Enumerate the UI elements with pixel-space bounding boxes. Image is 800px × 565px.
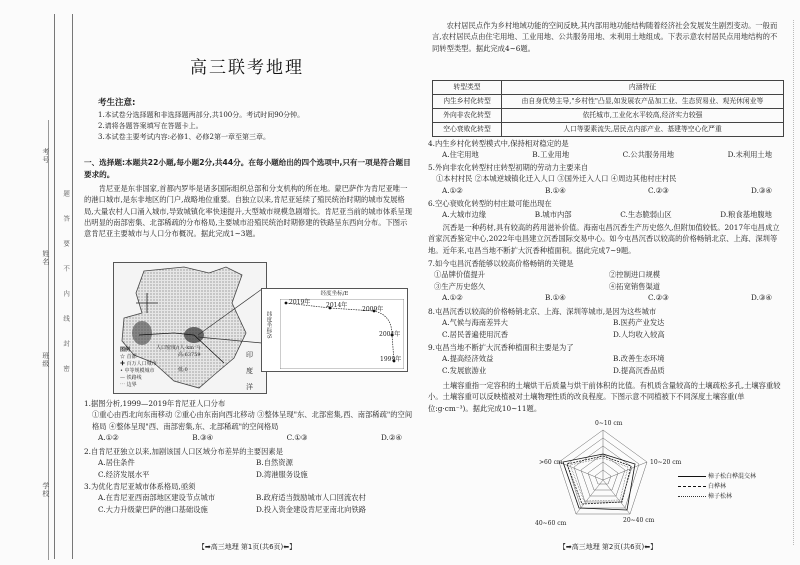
- option-b: B.城市内部: [534, 210, 572, 220]
- exam-number-label: 考号: [41, 148, 50, 164]
- option-d: D.提高沉香品质: [613, 365, 665, 375]
- notice-item: 1.本试卷分选择题和非选择题两部分,共100分。考试时间90分钟。: [98, 111, 305, 120]
- option-c: C.生态脆弱山区: [620, 210, 672, 220]
- option-b: B.自然资源: [256, 458, 293, 468]
- passage-4-6: 农村居民点作为乡村地域功能的空间反映,其内部用地功能结构随着经济社会发展发生剧烈变动。一般而言,农村居民点由住宅用地、工业用地、公共服务用地、未利用土地组成。下表示意农村居民点用地结构的不同转型类型。据此完成4~6题。: [432, 21, 778, 53]
- density-legend: 人口密度/(人·km⁻²) 高:63759 低:0: [156, 345, 201, 373]
- axis-label: 40~60 cm: [535, 520, 567, 527]
- question-9: 9.屯昌当地不断扩大沉香种植面积主要是为了 A.提高经济效益 B.改善生态环境 C.发展旅游业 D.提高沉香品质: [428, 342, 784, 376]
- notice-title: 考生注意:: [98, 98, 136, 108]
- soil-bulk-density-radar-chart: [483, 422, 783, 532]
- question-2: 2.自肯尼亚独立以来,加剧该国人口区域分布差异的主要因素是 A.居住条件 B.自然资源 C.经济发展水平 D.湾港服务设施: [84, 446, 414, 480]
- question-7: 7.如今屯昌沉香能够以较高价格畅销的关键是 ①品牌价值提升 ②控制进口规模 ③生产历史悠久 ④拓宽销售渠道 A.①② B.①④ C.②③ D.③④: [428, 258, 784, 303]
- table-header: 转型类型: [433, 81, 502, 95]
- question-1: 1.据图分析,1999—2019年肯尼亚人口分布 ①重心由西北向东南移动 ②重心由东南向西北移动 ③整体呈现"东、北部密集,西、南部稀疏"的空间格局 ④整体呈现"西、南部密集,东、北部稀疏"的空间格局 A.①② B.③④ C.①③ D.②④: [84, 399, 413, 442]
- option-d: D.粮食基地腹地: [720, 210, 772, 220]
- inset-x-axis-title: 经度坐标/E: [320, 291, 349, 297]
- option-d: D.未利用土地: [727, 150, 772, 160]
- radar-legend: [678, 472, 756, 503]
- option-a: A.①②: [98, 432, 119, 442]
- ocean-label: 洋: [246, 383, 253, 391]
- option-a: A.气候与海南差异大: [442, 318, 508, 328]
- option-c: C.①③: [286, 432, 308, 442]
- exam-page-2: [428, 0, 788, 565]
- passage-7-9: 沉香是一种药材,具有较高的药用滋补价值。海南屯昌沉香生产历史悠久,但附加值较低。2017年屯昌成立首家沉香鉴定中心,2022年屯昌建立沉香国际交易中心。如今屯昌沉香以较高的价格畅销北京、上海、深圳等地。近年来,屯昌当地不断扩大沉香种植面积。据此完成7~9题。: [428, 223, 780, 255]
- map-legend: 图例 ☆ 首都 ✚ 百万人口城市 • 中等规模城市 — 铁路线 ⋯ 边界: [120, 347, 157, 388]
- question-5: 5.外向非农化转型村庄转型初期的劳动力主要来自 ①本村村民 ②本城逆城镇化迁入人口 ③国外迁入人口 ④周边其他村庄村民 A.①② B.①④ C.②③ D.③④: [428, 163, 772, 195]
- option-b: B.改善生态环境: [613, 354, 665, 364]
- binding-rule: [72, 14, 73, 559]
- candidate-notice: [98, 97, 398, 143]
- question-3: 3.为优化肯尼亚城市体系格局,亟须 A.在肯尼亚西南部地区建设节点城市 B.政府适当鼓励城市人口回流农村 C.大力升级蒙巴萨的港口基础设施 D.投入资金建设肯尼亚南北向铁路: [84, 481, 414, 515]
- option-a: A.①②: [442, 292, 463, 302]
- passage-1-3: 肯尼亚是东非国家,首都内罗毕是诸多国际组织总部和分支机构的所在地。蒙巴萨作为肯尼亚唯一的港口城市,是东非地区的门户,战略地位重要。自独立以来,肯尼亚延续了殖民统治时期的城市发展格局,大量农村人口涌入城市,导致城镇化率快速提升,大型城市规模急剧增长。肯尼亚当前的城市体系呈现出明显的南部密集、北部稀疏的分布格局,主要城市沿殖民统治时期修建的铁路呈东西向分布。下图示意肯尼亚主要城市与人口分布概况。据此完成1~3题。: [84, 184, 413, 239]
- exam-title: 高三联考地理: [190, 58, 304, 78]
- point-label-1999: 1999年: [380, 356, 402, 363]
- option-a: A.在肯尼亚西南部地区建设节点城市: [98, 493, 216, 503]
- binding-rule: [54, 14, 55, 559]
- point-label-2019: 2019年: [289, 299, 311, 306]
- population-centroid-chart: [261, 288, 408, 372]
- page-footer: 【➡高三地理 第2页(共6页)⬅】: [558, 543, 658, 552]
- table-row: 内生乡村化转型 由自身优势主导,"乡村性"凸显,如发展农产品加工业、生态贸易业、观光休闲业等: [433, 95, 784, 109]
- option-a: A.居住条件: [98, 458, 135, 468]
- name-label: 姓名: [41, 250, 50, 266]
- statement: ①品牌价值提升: [434, 270, 486, 280]
- axis-label: 0~10 cm: [595, 420, 623, 427]
- point-label-2009: 2009年: [362, 306, 384, 313]
- page-edge: [792, 20, 794, 545]
- option-c: C.公共服务用地: [622, 150, 675, 160]
- question-4: 4.内生乡村化转型模式中,保持相对稳定的是 A.住宅用地 B.工业用地 C.公共服务用地 D.未利用土地: [428, 139, 772, 160]
- axis-label: 10~20 cm: [650, 459, 682, 466]
- exam-page-1: [78, 0, 416, 565]
- notice-item: 2.请将各题答案填写在答题卡上。: [98, 122, 203, 131]
- legend-item: 樟子松白桦混交林: [678, 472, 756, 482]
- option-d: D.③④: [750, 292, 772, 302]
- transformation-type-table: [432, 80, 784, 137]
- question-6: 6.空心衰败化转型的村庄最可能出现在 A.大城市边缘 B.城市内部 C.生态脆弱山区 D.粮食基地腹地: [428, 199, 772, 220]
- option-a: A.住宅用地: [442, 150, 479, 160]
- ocean-label: 度: [246, 367, 253, 375]
- option-c: C.②③: [647, 185, 669, 195]
- table-row: 外向非农化转型 依托城市,工业化水平较高,经济实力较强: [433, 109, 784, 123]
- option-c: C.②③: [647, 292, 669, 302]
- option-d: D.投入资金建设肯尼亚南北向铁路: [256, 504, 367, 514]
- statement: ④拓宽销售渠道: [609, 281, 661, 291]
- option-d: D.湾港服务设施: [256, 469, 308, 479]
- option-a: A.提高经济效益: [442, 354, 494, 364]
- statement: ③生产历史悠久: [434, 281, 486, 291]
- point-label-2014: 2014年: [326, 302, 348, 309]
- option-c: C.发展旅游业: [442, 365, 487, 375]
- option-b: B.③④: [192, 432, 214, 442]
- inset-connector-lines: [198, 285, 263, 345]
- school-label: 学校: [41, 482, 50, 498]
- notice-item: 3.本试卷主要考试内容:必修1、必修2第一章至第三章。: [98, 132, 270, 141]
- class-label: 班级: [41, 352, 50, 368]
- legend-item: 樟子松林: [678, 492, 756, 502]
- option-c: C.居民普遍使用沉香: [442, 329, 509, 339]
- point-label-2004: 2004年: [379, 331, 401, 338]
- legend-item: 白桦林: [678, 482, 756, 492]
- option-a: A.大城市边缘: [442, 210, 487, 220]
- page-footer: 【➡高三地理 第1页(共6页)⬅】: [197, 543, 297, 552]
- option-a: A.①②: [442, 185, 463, 195]
- option-d: D.②④: [380, 432, 402, 442]
- axis-label: >60 cm: [539, 459, 563, 466]
- option-c: C.经济发展水平: [98, 469, 150, 479]
- ocean-label: 印: [246, 351, 253, 359]
- option-b: B.医药产业发达: [613, 318, 665, 328]
- option-b: B.①④: [544, 185, 566, 195]
- inset-y-axis-title: 纬度坐标/S: [265, 311, 272, 339]
- option-b: B.①④: [544, 292, 566, 302]
- passage-10-11: 土壤容重指一定容积的土壤烘干后质量与烘干前体积的比值。有机质含量较高的土壤疏松多孔,土壤容重较小。土壤容重可以反映植被对土壤物理性质的改良程度。下图示意不同植被下不同深度土壤容重(单位:g·cm⁻³)。据此完成10~11题。: [428, 381, 781, 413]
- table-row: 空心衰败化转型 人口等要素流失,居民点内部产业、基建等空心化严重: [433, 123, 784, 137]
- axis-label: 20~40 cm: [623, 517, 655, 524]
- question-8: 8.屯昌沉香以较高的价格畅销北京、上海、深圳等城市,是因为这些城市 A.气候与海南差异大 B.医药产业发达 C.居民普遍使用沉香 D.人均收入较高: [428, 306, 784, 340]
- option-c: C.大力升级蒙巴萨的港口基础设施: [98, 504, 208, 514]
- statement: ②控制进口规模: [609, 270, 661, 280]
- table-header: 内涵特征: [502, 81, 784, 95]
- option-b: B.工业用地: [532, 150, 570, 160]
- option-b: B.政府适当鼓励城市人口回流农村: [256, 493, 366, 503]
- section-heading: 一、选择题:本题共22小题,每小题2分,共44分。在每小题给出的四个选项中,只有一项是符合题目要求的。: [84, 158, 411, 179]
- option-d: D.人均收入较高: [613, 329, 665, 339]
- option-d: D.③④: [750, 185, 772, 195]
